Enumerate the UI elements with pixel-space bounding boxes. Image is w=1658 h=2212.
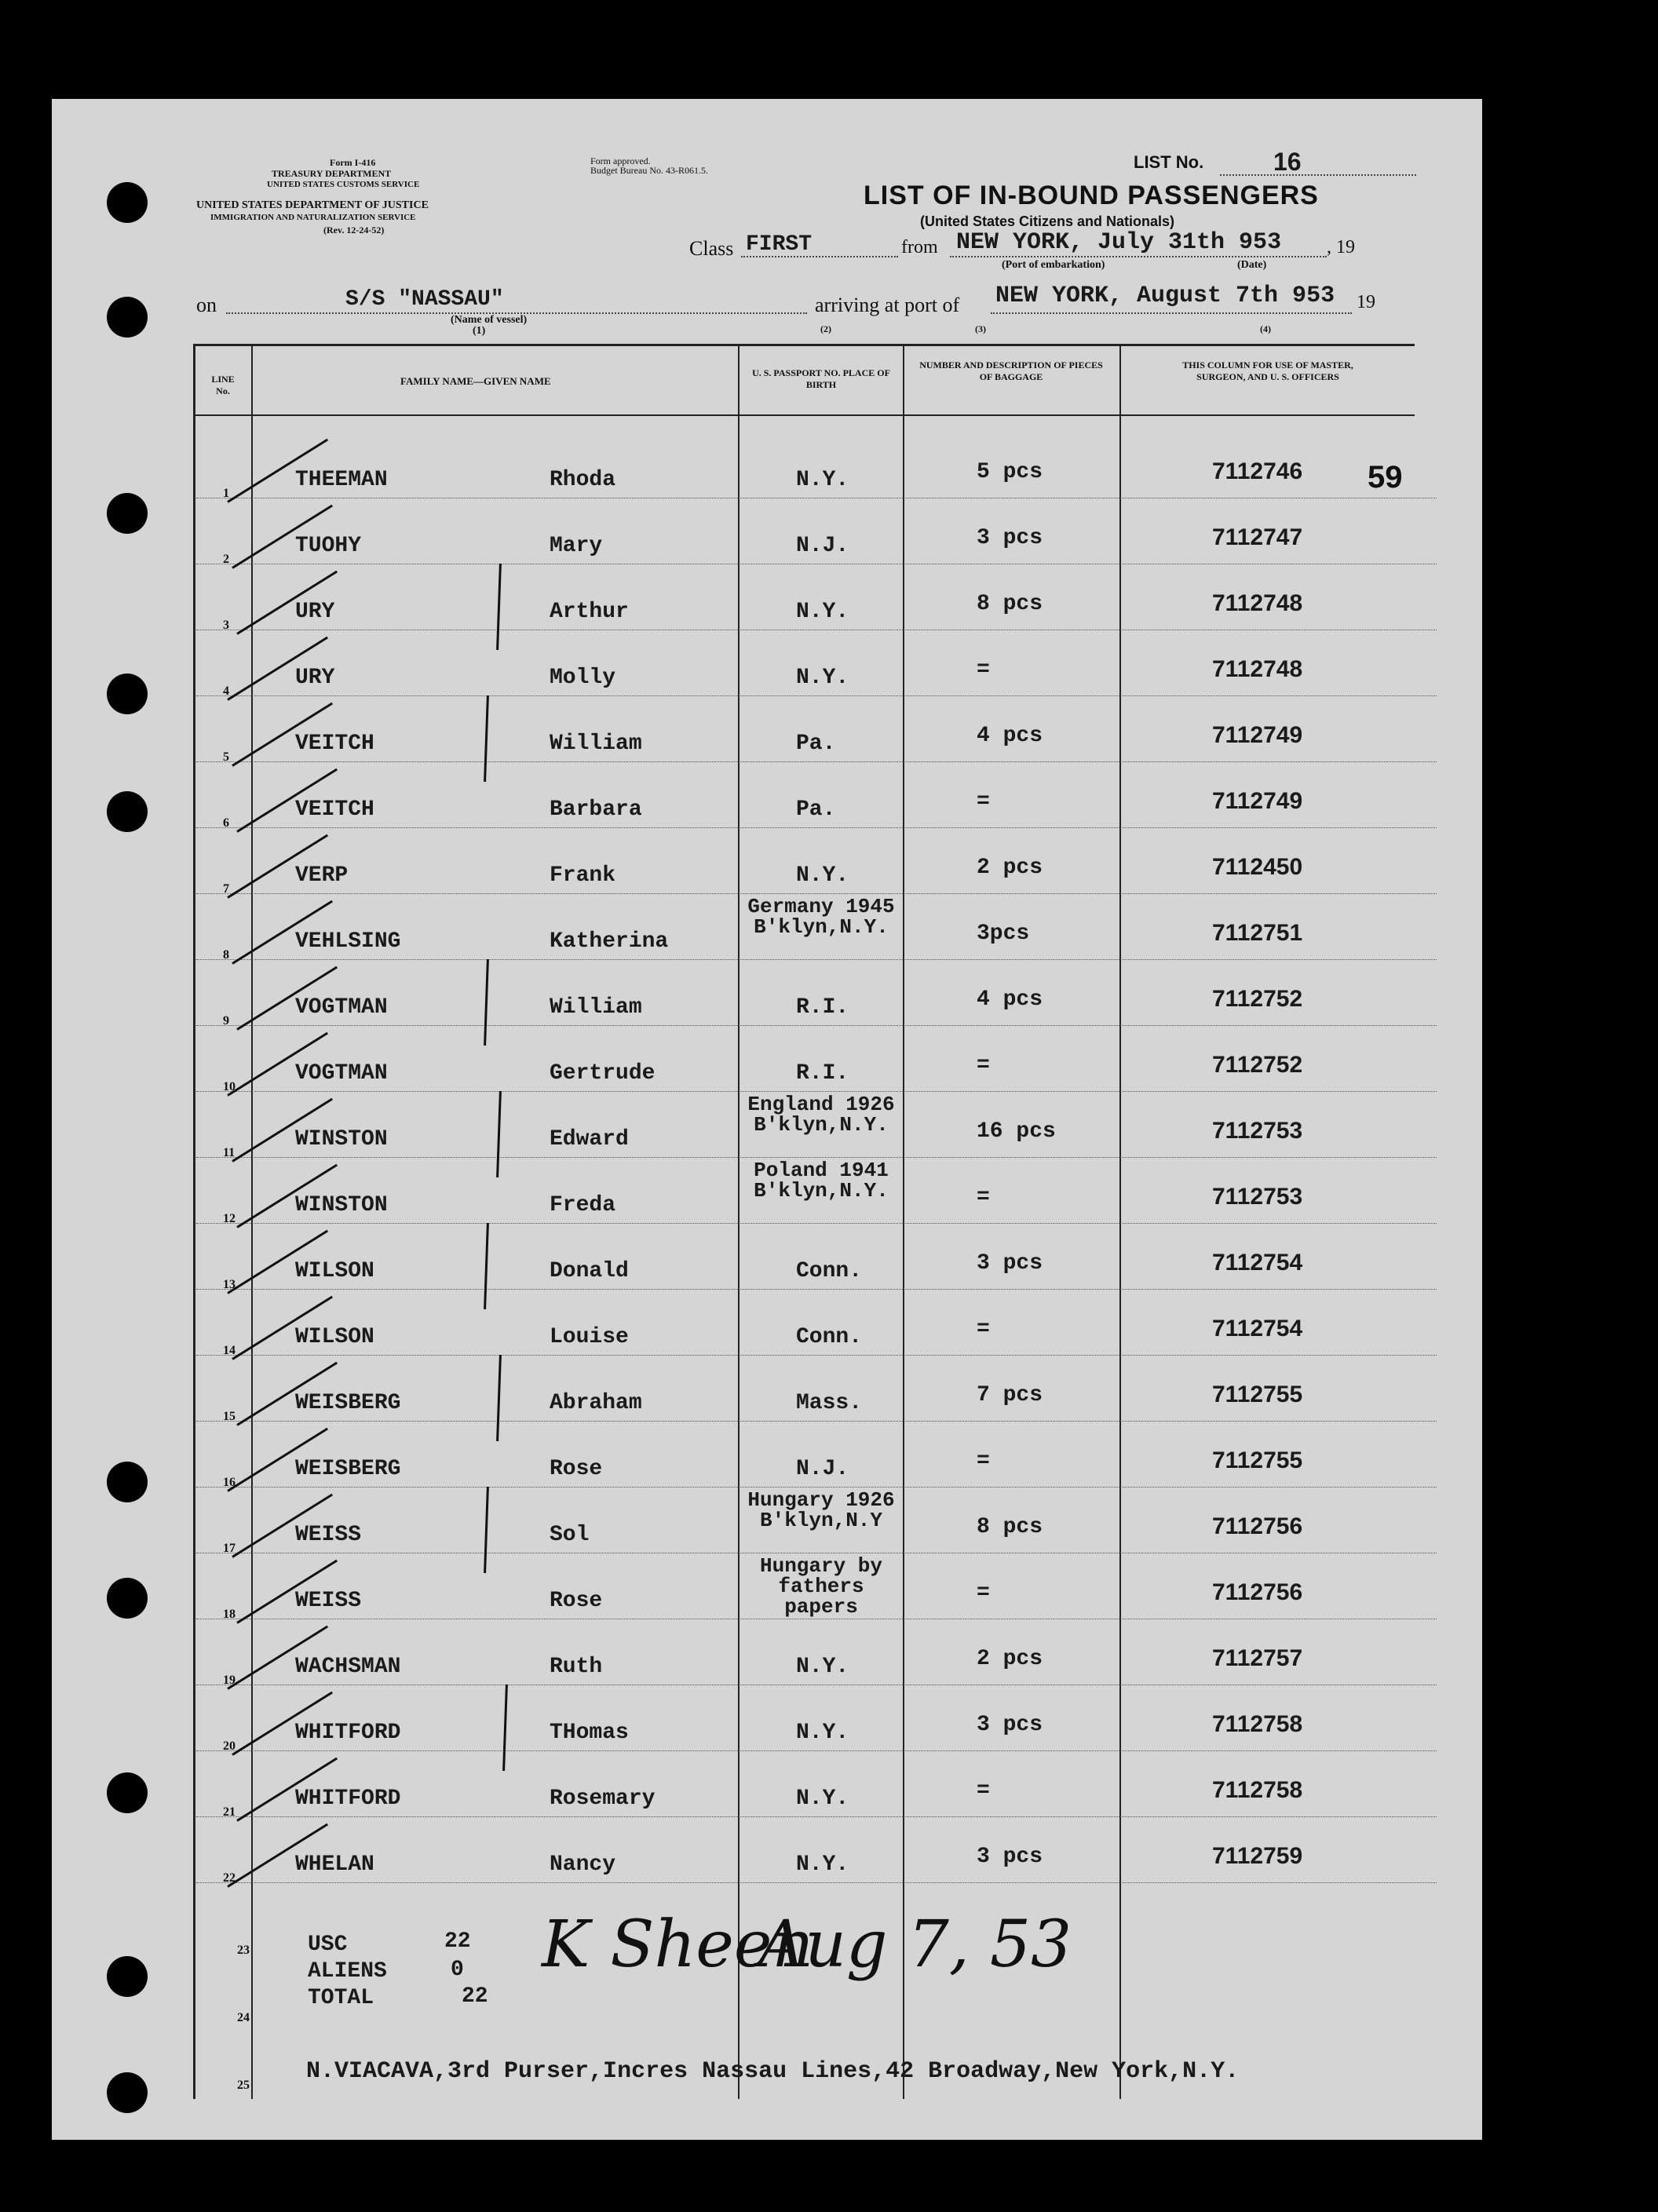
line-number: 17 [223, 1542, 236, 1555]
officer-number: 7112755 [1212, 1382, 1303, 1407]
aliens-label: ALIENS [308, 1959, 387, 1984]
place-of-birth: N.Y. [796, 1721, 849, 1745]
family-name: WHITFORD [295, 1787, 401, 1811]
line-number: 1 [223, 487, 229, 500]
usc-label: USC [308, 1933, 348, 1957]
place-of-birth: N.Y. [796, 1787, 849, 1811]
vessel-num: (1) [473, 325, 486, 337]
given-name: Molly [550, 666, 616, 690]
list-no-line [1220, 174, 1416, 176]
family-name: WHITFORD [295, 1721, 401, 1745]
family-name: WACHSMAN [295, 1655, 401, 1679]
line-number: 23 [237, 1944, 250, 1957]
binder-hole [107, 2072, 148, 2113]
baggage-count: = [977, 1449, 990, 1473]
line-number: 6 [223, 816, 229, 830]
place-of-birth: N.Y. [796, 468, 849, 492]
officer-number: 7112756 [1212, 1513, 1303, 1539]
approval-label: Budget Bureau No. 43-R061.5. [590, 165, 708, 176]
place-of-birth: Pa. [796, 732, 836, 756]
place-of-birth: Conn. [796, 1325, 863, 1349]
from-label: from [901, 237, 938, 257]
class-value: FIRST [746, 232, 813, 257]
row-guide-line [196, 1091, 1437, 1092]
department-label: IMMIGRATION AND NATURALIZATION SERVICE [210, 213, 416, 222]
given-name: THomas [550, 1721, 629, 1745]
officer-number: 7112756 [1212, 1579, 1303, 1605]
column-header-name: FAMILY NAME—GIVEN NAME [400, 375, 551, 387]
family-name: WEISBERG [295, 1391, 401, 1415]
on-label: on [196, 294, 217, 316]
place-of-birth: Pa. [796, 798, 836, 822]
baggage-count: = [977, 658, 990, 682]
line-number: 20 [223, 1739, 236, 1753]
given-name: Arthur [550, 600, 629, 624]
line-number: 18 [223, 1608, 236, 1621]
officer-number: 7112754 [1212, 1316, 1303, 1341]
year-label: , 19 [1327, 237, 1355, 257]
given-name: Rose [550, 1457, 603, 1481]
place-of-birth: N.Y. [796, 1655, 849, 1679]
baggage-count: 8 pcs [977, 1515, 1043, 1539]
officer-number: 7112749 [1212, 788, 1303, 814]
family-name: WEISBERG [295, 1457, 401, 1481]
page-subtitle: (United States Citizens and Nationals) [920, 214, 1175, 229]
table-header-rule [193, 414, 1415, 416]
arriving-line [991, 312, 1352, 314]
arriving-label: arriving at port of [815, 294, 960, 316]
family-name: WHELAN [295, 1852, 374, 1877]
officer-number: 7112752 [1212, 1052, 1303, 1078]
officer-number: 7112759 [1212, 1843, 1303, 1869]
total-label: TOTAL [308, 1986, 374, 2010]
given-name: William [550, 732, 642, 756]
row-guide-line [196, 1750, 1437, 1751]
row-guide-line [196, 959, 1437, 960]
given-name: Rosemary [550, 1787, 656, 1811]
baggage-count: 4 pcs [977, 724, 1043, 748]
given-name: Katherina [550, 929, 669, 954]
arriving-year: 19 [1357, 292, 1375, 312]
officer-number: 7112748 [1212, 656, 1303, 682]
column-divider [251, 345, 253, 2099]
baggage-count: 8 pcs [977, 592, 1043, 616]
baggage-count: 3 pcs [977, 526, 1043, 550]
family-name: URY [295, 600, 335, 624]
place-of-birth: Hungary by fathers papers [759, 1554, 883, 1619]
family-name: WILSON [295, 1325, 374, 1349]
line-number: 10 [223, 1080, 236, 1093]
binder-hole [107, 1772, 148, 1813]
line-number: 11 [223, 1146, 236, 1159]
column-header-officers: THIS COLUMN FOR USE OF MASTER, SURGEON, AND U. S. OFFICERS [1182, 360, 1353, 382]
column-number: (2) [820, 323, 831, 334]
place-of-birth: Hungary 1926 B'klyn,N.Y [747, 1488, 895, 1532]
binder-hole [107, 1578, 148, 1619]
from-line [950, 256, 1327, 257]
given-name: Nancy [550, 1852, 616, 1877]
row-guide-line [196, 1157, 1437, 1158]
given-name: Donald [550, 1259, 629, 1283]
table-left-rule [193, 344, 195, 2099]
place-of-birth: N.Y. [796, 1852, 849, 1877]
row-guide-line [196, 1355, 1437, 1356]
officer-number: 7112749 [1212, 722, 1303, 748]
column-divider [1119, 345, 1121, 2099]
place-of-birth: Conn. [796, 1259, 863, 1283]
place-of-birth: R.I. [796, 995, 849, 1020]
column-header-baggage: NUMBER AND DESCRIPTION OF PIECES OF BAGGAGE [919, 360, 1103, 382]
line-number: 22 [223, 1871, 236, 1885]
baggage-count: 3pcs [977, 922, 1030, 946]
binder-hole [107, 1956, 148, 1997]
line-number: 9 [223, 1014, 229, 1028]
line-number: 13 [223, 1278, 236, 1291]
binder-hole [107, 297, 148, 338]
line-number: 8 [223, 948, 229, 962]
row-guide-line [196, 1289, 1437, 1290]
column-divider [903, 345, 904, 2099]
officer-number: 7112752 [1212, 986, 1303, 1012]
baggage-count: 16 pcs [977, 1119, 1056, 1144]
binder-hole [107, 1462, 148, 1502]
from-value: NEW YORK, July 31th 953 [956, 229, 1282, 256]
given-name: Barbara [550, 798, 642, 822]
department-label: TREASURY DEPARTMENT [272, 168, 392, 179]
officer-number: 7112747 [1212, 524, 1303, 550]
baggage-count: = [977, 1581, 990, 1605]
usc-value: 22 [444, 1929, 471, 1954]
binder-hole [107, 791, 148, 832]
place-of-birth: N.Y. [796, 666, 849, 690]
binder-hole [107, 673, 148, 714]
form-number: Form I-416 [330, 157, 376, 168]
officer-number: 7112758 [1212, 1777, 1303, 1803]
baggage-count: = [977, 790, 990, 814]
given-name: Frank [550, 863, 616, 888]
column-header-passport: U. S. PASSPORT NO. PLACE OF BIRTH [752, 367, 890, 390]
arriving-value: NEW YORK, August 7th 953 [995, 283, 1335, 309]
margin-number: 59 [1368, 460, 1403, 495]
given-name: Ruth [550, 1655, 603, 1679]
department-label: UNITED STATES DEPARTMENT OF JUSTICE [196, 199, 429, 211]
given-name: Mary [550, 534, 603, 558]
line-number: 3 [223, 619, 229, 632]
place-of-birth: England 1926 B'klyn,N.Y. [747, 1093, 895, 1137]
family-name: VERP [295, 863, 349, 888]
family-name: URY [295, 666, 335, 690]
given-name: Abraham [550, 1391, 642, 1415]
officer-number: 7112755 [1212, 1447, 1303, 1473]
row-guide-line [196, 1816, 1437, 1817]
row-guide-line [196, 1421, 1437, 1422]
department-label: UNITED STATES CUSTOMS SERVICE [267, 180, 420, 189]
place-of-birth: Poland 1941 B'klyn,N.Y. [754, 1159, 889, 1203]
baggage-count: = [977, 1317, 990, 1341]
line-number: 16 [223, 1476, 236, 1489]
place-of-birth: N.Y. [796, 600, 849, 624]
row-guide-line [196, 1025, 1437, 1026]
baggage-count: = [977, 1779, 990, 1803]
officer-number: 7112450 [1212, 854, 1303, 880]
vessel-note: (Name of vessel) [451, 314, 528, 326]
family-name: VEITCH [295, 732, 374, 756]
officer-number: 7112746 [1212, 458, 1303, 484]
binder-hole [107, 182, 148, 223]
line-number: 25 [237, 2079, 250, 2092]
family-name: THEEMAN [295, 468, 388, 492]
vessel-name: S/S "NASSAU" [345, 287, 504, 312]
total-value: 22 [462, 1984, 488, 2009]
place-of-birth: N.J. [796, 534, 849, 558]
column-divider [738, 345, 740, 2099]
given-name: Louise [550, 1325, 629, 1349]
officer-number: 7112754 [1212, 1250, 1303, 1276]
column-header-line: LINE No. [211, 374, 235, 396]
given-name: Gertrude [550, 1061, 656, 1086]
row-guide-line [196, 893, 1437, 894]
row-guide-line [196, 827, 1437, 828]
row-guide-line [196, 761, 1437, 762]
officer-number: 7112753 [1212, 1184, 1303, 1210]
line-number: 24 [237, 2011, 250, 2024]
revision-label: (Rev. 12-24-52) [323, 224, 385, 235]
baggage-count: 5 pcs [977, 460, 1043, 484]
line-number: 21 [223, 1805, 236, 1819]
baggage-count: 3 pcs [977, 1713, 1043, 1737]
line-number: 4 [223, 684, 229, 698]
list-no-label: LIST No. [1134, 152, 1204, 172]
column-number: (3) [975, 323, 986, 334]
officer-number: 7112757 [1212, 1645, 1303, 1671]
row-guide-line [196, 695, 1437, 696]
purser-line: N.VIACAVA,3rd Purser,Incres Nassau Lines,42 Broadway,New York,N.Y. [306, 2058, 1240, 2085]
inspector-signature: K Sheen [542, 1907, 814, 1982]
baggage-count: = [977, 1053, 990, 1078]
baggage-count: 3 pcs [977, 1251, 1043, 1276]
binder-hole [107, 493, 148, 534]
row-guide-line [196, 1882, 1437, 1883]
place-of-birth: N.J. [796, 1457, 849, 1481]
place-of-birth: Mass. [796, 1391, 863, 1415]
line-number: 14 [223, 1344, 236, 1357]
table-top-rule [193, 344, 1415, 346]
family-name: VOGTMAN [295, 1061, 388, 1086]
family-name: WEISS [295, 1589, 362, 1613]
baggage-count: = [977, 1185, 990, 1210]
port-embark-note: (Port of embarkation) [1002, 259, 1105, 271]
baggage-count: 7 pcs [977, 1383, 1043, 1407]
given-name: Freda [550, 1193, 616, 1217]
line-number: 12 [223, 1212, 236, 1225]
family-name: VEITCH [295, 798, 374, 822]
place-of-birth: R.I. [796, 1061, 849, 1086]
given-name: Rose [550, 1589, 603, 1613]
class-label: Class [689, 237, 734, 260]
page-title: LIST OF IN-BOUND PASSENGERS [864, 181, 1319, 210]
officer-number: 7112753 [1212, 1118, 1303, 1144]
column-number: (4) [1260, 323, 1271, 334]
line-number: 19 [223, 1674, 236, 1687]
signature-date: Aug 7, 53 [758, 1907, 1072, 1982]
line-number: 15 [223, 1410, 236, 1423]
family-name: WINSTON [295, 1193, 388, 1217]
family-name: VEHLSING [295, 929, 401, 954]
place-of-birth: Germany 1945 B'klyn,N.Y. [747, 895, 895, 939]
family-name: WEISS [295, 1523, 362, 1547]
baggage-count: 2 pcs [977, 856, 1043, 880]
officer-number: 7112748 [1212, 590, 1303, 616]
family-name: TUOHY [295, 534, 362, 558]
line-number: 2 [223, 553, 229, 566]
baggage-count: 4 pcs [977, 987, 1043, 1012]
baggage-count: 3 pcs [977, 1845, 1043, 1869]
officer-number: 7112751 [1212, 920, 1303, 946]
given-name: William [550, 995, 642, 1020]
binder-hole [1647, 402, 1658, 449]
place-of-birth: N.Y. [796, 863, 849, 888]
officer-number: 7112758 [1212, 1711, 1303, 1737]
given-name: Edward [550, 1127, 629, 1152]
family-name: VOGTMAN [295, 995, 388, 1020]
family-name: WINSTON [295, 1127, 388, 1152]
row-guide-line [196, 1223, 1437, 1224]
given-name: Rhoda [550, 468, 616, 492]
date-note: (Date) [1237, 259, 1267, 271]
line-number: 5 [223, 750, 229, 764]
aliens-value: 0 [451, 1958, 464, 1982]
approval-label: Form approved. [590, 155, 651, 166]
given-name: Sol [550, 1523, 590, 1547]
line-number: 7 [223, 882, 229, 896]
family-name: WILSON [295, 1259, 374, 1283]
baggage-count: 2 pcs [977, 1647, 1043, 1671]
list-no-value: 16 [1273, 148, 1302, 176]
